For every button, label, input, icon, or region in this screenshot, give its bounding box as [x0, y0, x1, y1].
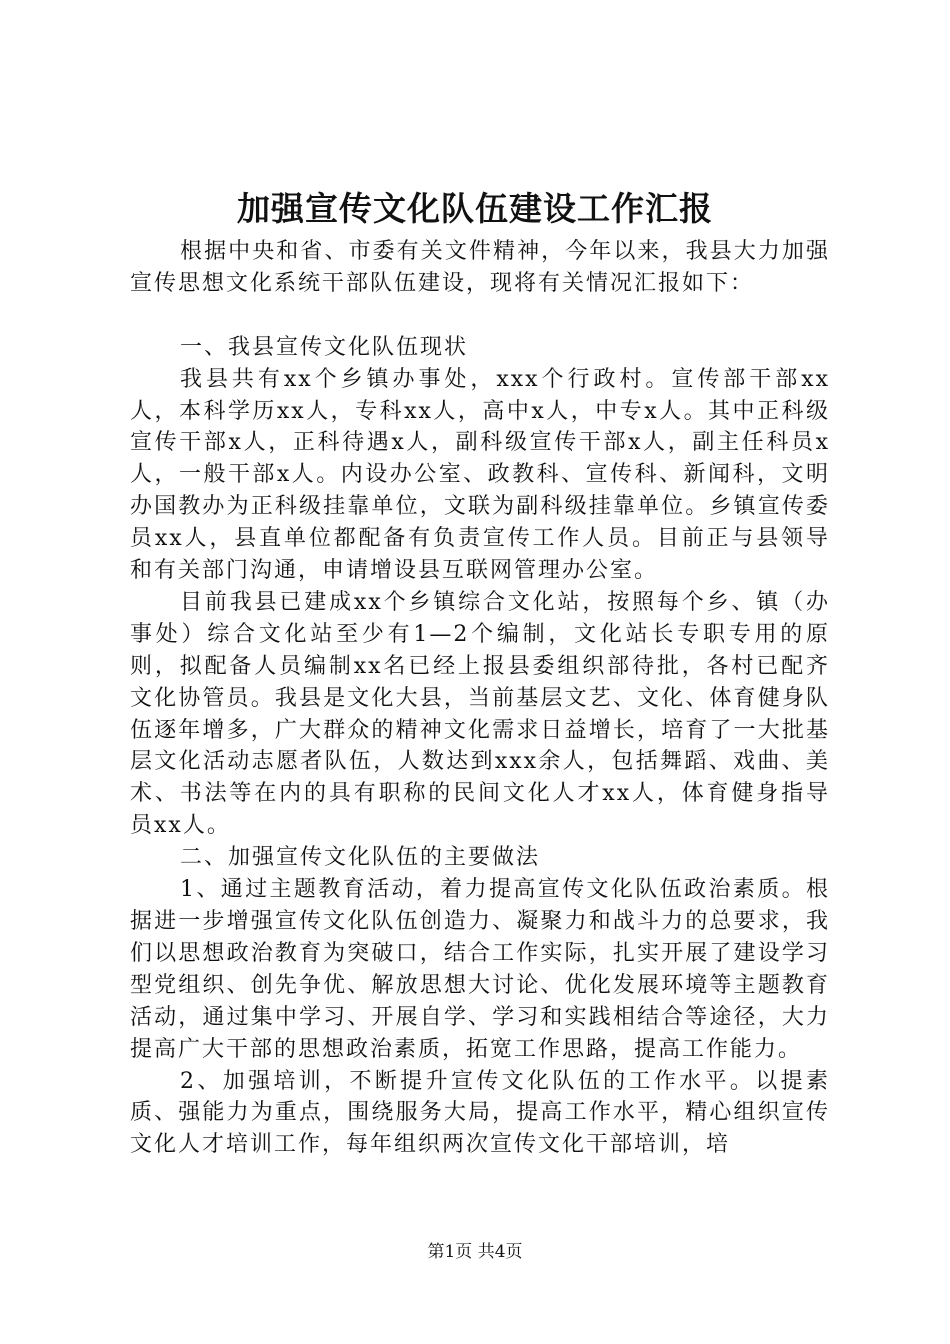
section-heading-1: 一、我县宣传文化队伍现状 — [180, 334, 469, 360]
body-paragraph: 2、加强培训，不断提升宣传文化队伍的工作水平。以提素质、强能力为重点，围绕服务大局，提高工作水平，精心组织宣传文化人才培训工作，每年组织两次宣传文化干部培训，培 — [130, 1068, 830, 1158]
page-footer: 第1页 共4页 — [427, 1242, 523, 1262]
intro-paragraph: 根据中央和省、市委有关文件精神，今年以来，我县大力加强宣传思想文化系统干部队伍建设，现将有关情况汇报如下： — [130, 239, 830, 296]
body-paragraph: 目前我县已建成xx个乡镇综合文化站，按照每个乡、镇（办事处）综合文化站至少有1—2个编制，文化站长专职专用的原则，拟配备人员编制xx名已经上报县委组织部待批，各村已配齐文化协管员。我县是文化大县，当前基层文艺、文化、体育健身队伍逐年增多，广大群众的精神文化需求日益增长，培育了一大批基层文化活动志愿者队伍，人数达到xxx余人，包括舞蹈、戏曲、美术、书法等在内的具有职称的民间文化人才xx人，体育健身指导员xx人。 — [130, 589, 830, 839]
document-title: 加强宣传文化队伍建设工作汇报 — [237, 189, 713, 228]
section-heading-2: 二、加强宣传文化队伍的主要做法 — [180, 845, 541, 871]
body-paragraph: 我县共有xx个乡镇办事处，xxx个行政村。宣传部干部xx人，本科学历xx人，专科xx人，高中x人，中专x人。其中正科级宣传干部x人，正科待遇x人，副科级宣传干部x人，副主任科员x人，一般干部x人。内设办公室、政教科、宣传科、新闻科，文明办国教办为正科级挂靠单位，文联为副科级挂靠单位。乡镇宣传委员xx人，县直单位都配备有负责宣传工作人员。目前正与县领导和有关部门沟通，申请增设县互联网管理办公室。 — [130, 366, 830, 584]
body-paragraph: 1、通过主题教育活动，着力提高宣传文化队伍政治素质。根据进一步增强宣传文化队伍创造力、凝聚力和战斗力的总要求，我们以思想政治教育为突破口，结合工作实际，扎实开展了建设学习型党组织、创先争优、解放思想大讨论、优化发展环境等主题教育活动，通过集中学习、开展自学、学习和实践相结合等途径，大力提高广大干部的思想政治素质，拓宽工作思路，提高工作能力。 — [130, 877, 830, 1062]
document-body — [130, 236, 830, 1161]
